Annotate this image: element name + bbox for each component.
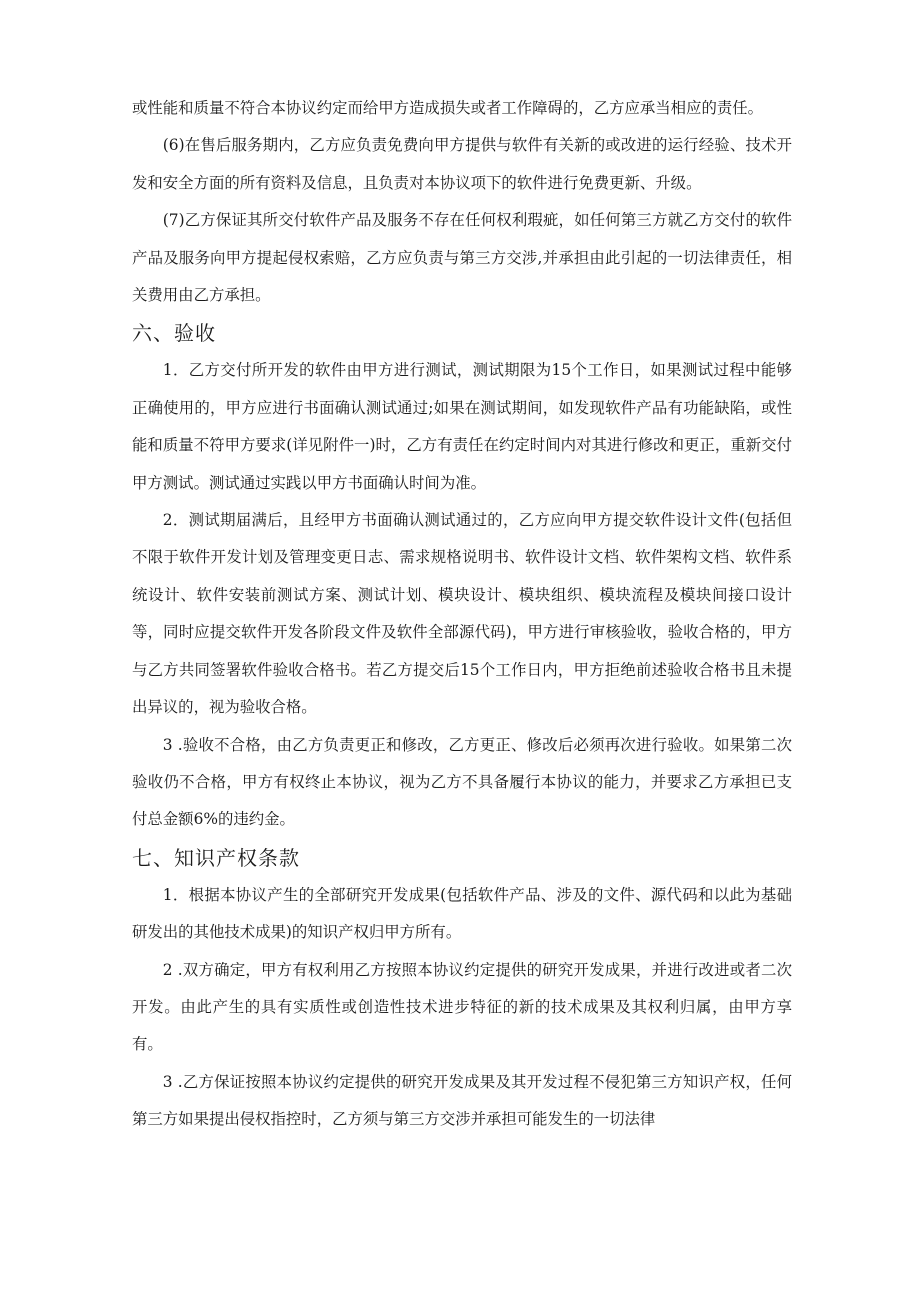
paragraph-acceptance-2: 2．测试期届满后，且经甲方书面确认测试通过的，乙方应向甲方提交软件设计文件(包括但不限于软件开发计划及管理变更日志、需求规格说明书、软件设计文档、软件架构文档、软件系统设计、软件安装前测试方案、测试计划、模块设计、模块组织、模块流程及模块间接口设计等，同时应提交软件开发各阶段文件及软件全部源代码)，甲方进行审核验收，验收合格的，甲方与乙方共同签署软件验收合格书。若乙方提交后15个工作日内，甲方拒绝前述验收合格书且未提出异议的，视为验收合格。 (132, 511, 792, 717)
paragraph-clause-7: (7)乙方保证其所交付软件产品及服务不存在任何权利瑕疵，如任何第三方就乙方交付的软件产品及服务向甲方提起侵权索赔，乙方应负责与第三方交涉,并承担由此引起的一切法律责任，相关费用由乙方承担。 (132, 211, 792, 305)
section-heading-acceptance: 六、验收 (132, 321, 216, 346)
paragraph-continued: 或性能和质量不符合本协议约定而给甲方造成损失或者工作障碍的，乙方应承当相应的责任。 (132, 99, 764, 117)
paragraph-ip-3: 3 .乙方保证按照本协议约定提供的研究开发成果及其开发过程不侵犯第三方知识产权，任何第三方如果提出侵权指控时，乙方须与第三方交涉并承担可能发生的一切法律 (132, 1072, 792, 1129)
paragraph-acceptance-3: 3 .验收不合格，由乙方负责更正和修改，乙方更正、修改后必须再次进行验收。如果第二次验收仍不合格，甲方有权终止本协议，视为乙方不具备履行本协议的能力，并要求乙方承担已支付总金额6%的违约金。 (132, 735, 792, 829)
document-page (132, 90, 792, 1139)
paragraph-ip-2: 2 .双方确定，甲方有权利用乙方按照本协议约定提供的研究开发成果，并进行改进或者二次开发。由此产生的具有实质性或创造性技术进步特征的新的技术成果及其权利归属，由甲方享有。 (132, 960, 792, 1054)
section-heading-ip: 七、知识产权条款 (132, 845, 300, 870)
paragraph-ip-1: 1．根据本协议产生的全部研究开发成果(包括软件产品、涉及的文件、源代码和以此为基础研发出的其他技术成果)的知识产权归甲方所有。 (132, 885, 792, 942)
paragraph-acceptance-1: 1．乙方交付所开发的软件由甲方进行测试，测试期限为15个工作日，如果测试过程中能够正确使用的，甲方应进行书面确认测试通过;如果在测试期间，如发现软件产品有功能缺陷，或性能和质量不符甲方要求(详见附件一)时，乙方有责任在约定时间内对其进行修改和更正，重新交付甲方测试。测试通过实践以甲方书面确认时间为准。 (132, 361, 792, 492)
paragraph-clause-6: (6)在售后服务期内，乙方应负责免费向甲方提供与软件有关新的或改进的运行经验、技术开发和安全方面的所有资料及信息，且负责对本协议项下的软件进行免费更新、升级。 (132, 136, 792, 192)
